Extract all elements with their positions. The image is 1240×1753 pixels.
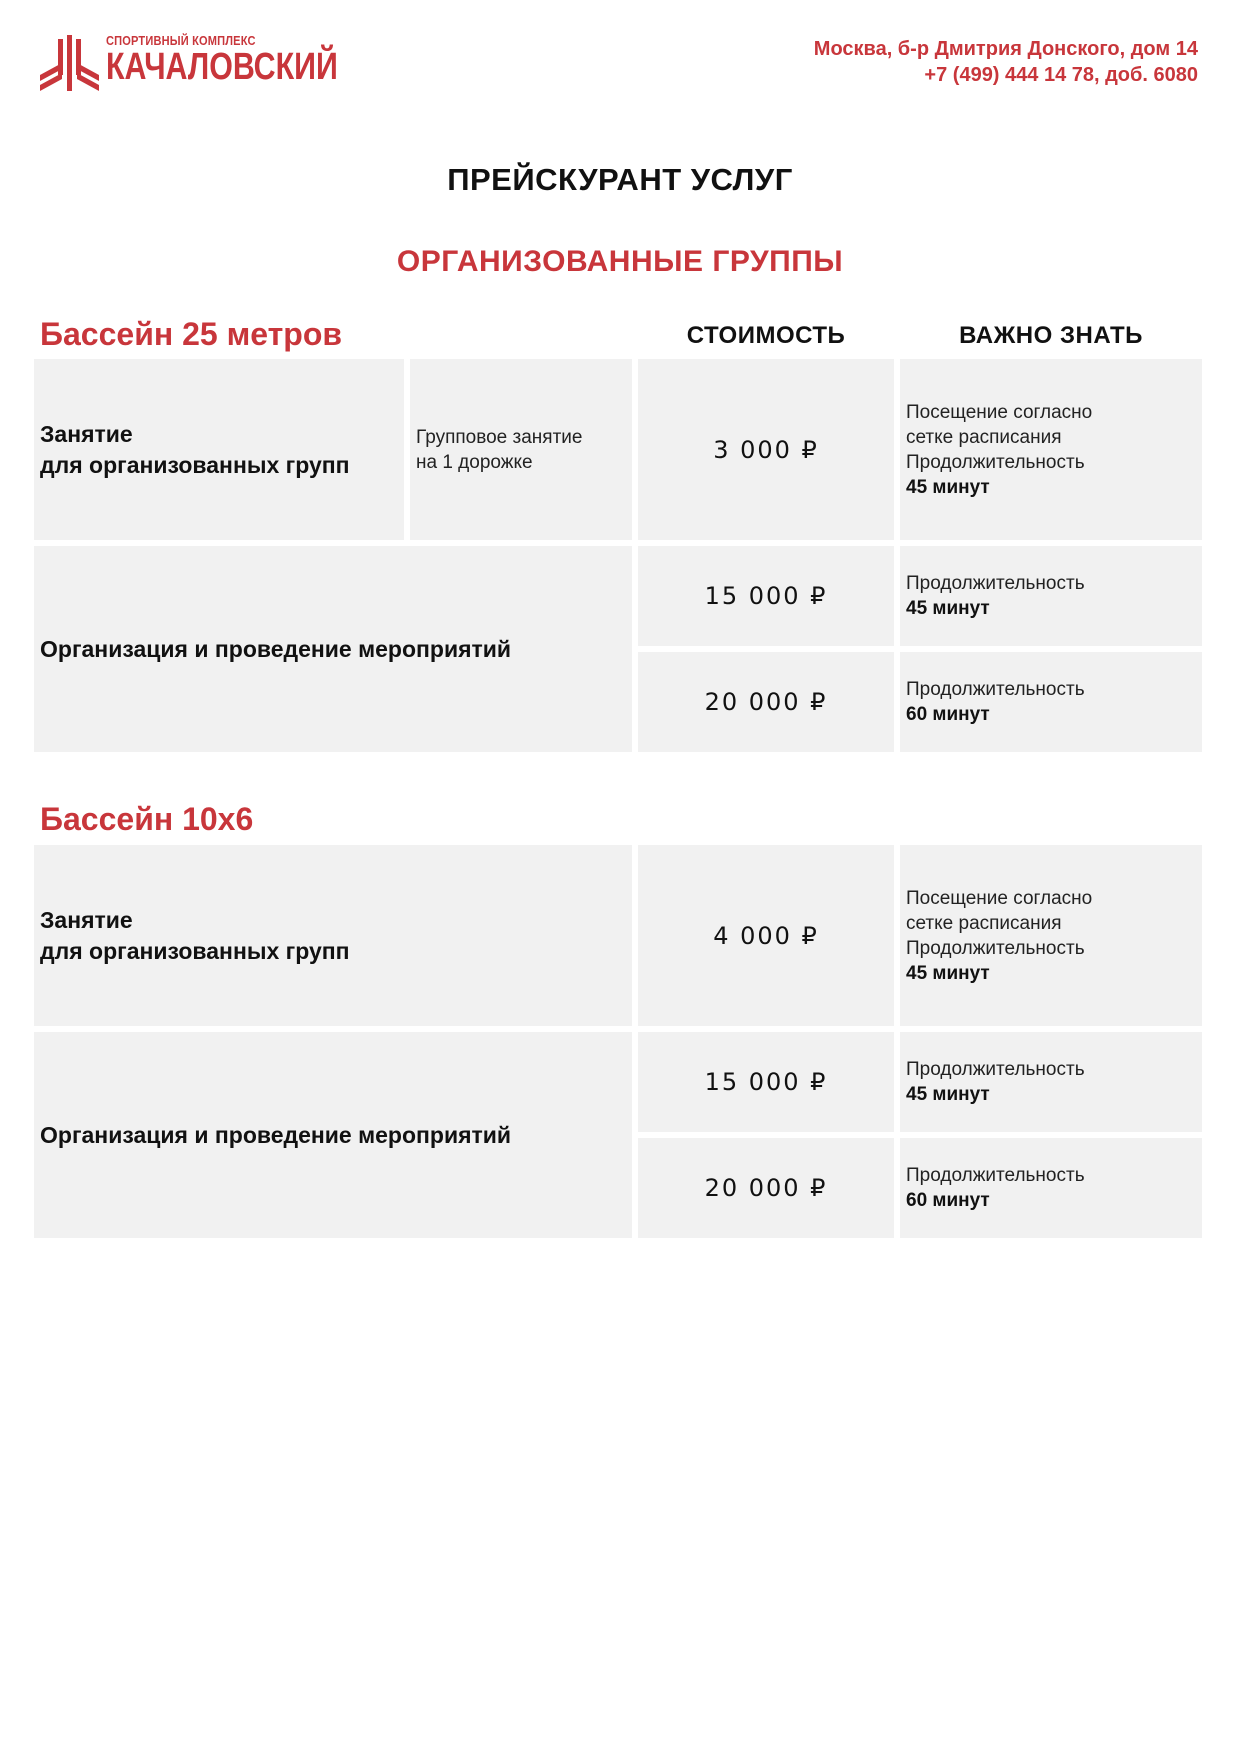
address: Москва, б-р Дмитрия Донского, дом 14 [813, 38, 1198, 60]
service-desc-line: на 1 дорожке [416, 451, 533, 473]
logo-subtitle: СПОРТИВНЫЙ КОМПЛЕКС [106, 33, 256, 48]
service-desc-cell [410, 359, 632, 540]
section-title-pool25: Бассейн 25 метров [40, 316, 343, 352]
info-cell [900, 546, 1202, 646]
info-duration: 45 минут [906, 962, 990, 984]
info-line: Продолжительность [906, 451, 1085, 473]
info-duration: 60 минут [906, 1190, 990, 1211]
logo-name: КАЧАЛОВСКИЙ [106, 46, 338, 88]
service-name-cell [34, 359, 404, 540]
contacts [814, 36, 1198, 88]
service-name-cell: Организация и проведение мероприятий [34, 546, 632, 752]
info-line: Продолжительность [906, 679, 1085, 700]
service-name-line: Занятие [40, 906, 133, 933]
info-duration: 45 минут [906, 1084, 990, 1105]
info-line: Продолжительность [906, 1165, 1085, 1186]
price-cell: 20 000 ₽ [638, 652, 894, 752]
price-cell: 15 000 ₽ [638, 546, 894, 646]
info-cell [900, 845, 1202, 1026]
info-duration: 45 минут [906, 598, 990, 619]
info-cell [900, 652, 1202, 752]
info-cell [900, 1138, 1202, 1238]
info-duration: 45 минут [906, 476, 990, 498]
price-cell: 20 000 ₽ [638, 1138, 894, 1238]
info-line: Продолжительность [906, 573, 1085, 594]
service-name-cell [34, 845, 632, 1026]
logo[interactable] [40, 33, 340, 95]
info-line: Посещение согласно [906, 401, 1093, 423]
info-line: Продолжительность [906, 937, 1085, 959]
service-name-line: Занятие [40, 420, 133, 447]
info-line: сетке расписания [906, 912, 1062, 934]
service-name-cell: Организация и проведение мероприятий [34, 1032, 632, 1238]
column-header-cost: СТОИМОСТЬ [686, 322, 846, 349]
price-cell: 3 000 ₽ [638, 359, 894, 540]
info-line: Продолжительность [906, 1059, 1085, 1080]
column-header-info: ВАЖНО ЗНАТЬ [959, 322, 1143, 349]
price-cell: 15 000 ₽ [638, 1032, 894, 1132]
page-title: ПРЕЙСКУРАНТ УСЛУГ [447, 162, 793, 197]
price-cell: 4 000 ₽ [638, 845, 894, 1026]
service-desc-line: Групповое занятие [416, 426, 583, 448]
info-line: сетке расписания [906, 426, 1062, 448]
info-cell [900, 359, 1202, 540]
service-name-line: для организованных групп [40, 451, 350, 478]
info-line: Посещение согласно [906, 887, 1093, 909]
logo-emblem-icon [40, 35, 100, 91]
info-cell [900, 1032, 1202, 1132]
page-subtitle: ОРГАНИЗОВАННЫЕ ГРУППЫ [396, 245, 844, 278]
service-name-line: для организованных групп [40, 937, 350, 964]
section-title-pool10: Бассейн 10х6 [40, 801, 254, 837]
info-duration: 60 минут [906, 704, 990, 725]
phone[interactable]: +7 (499) 444 14 78, доб. 6080 [924, 64, 1198, 86]
